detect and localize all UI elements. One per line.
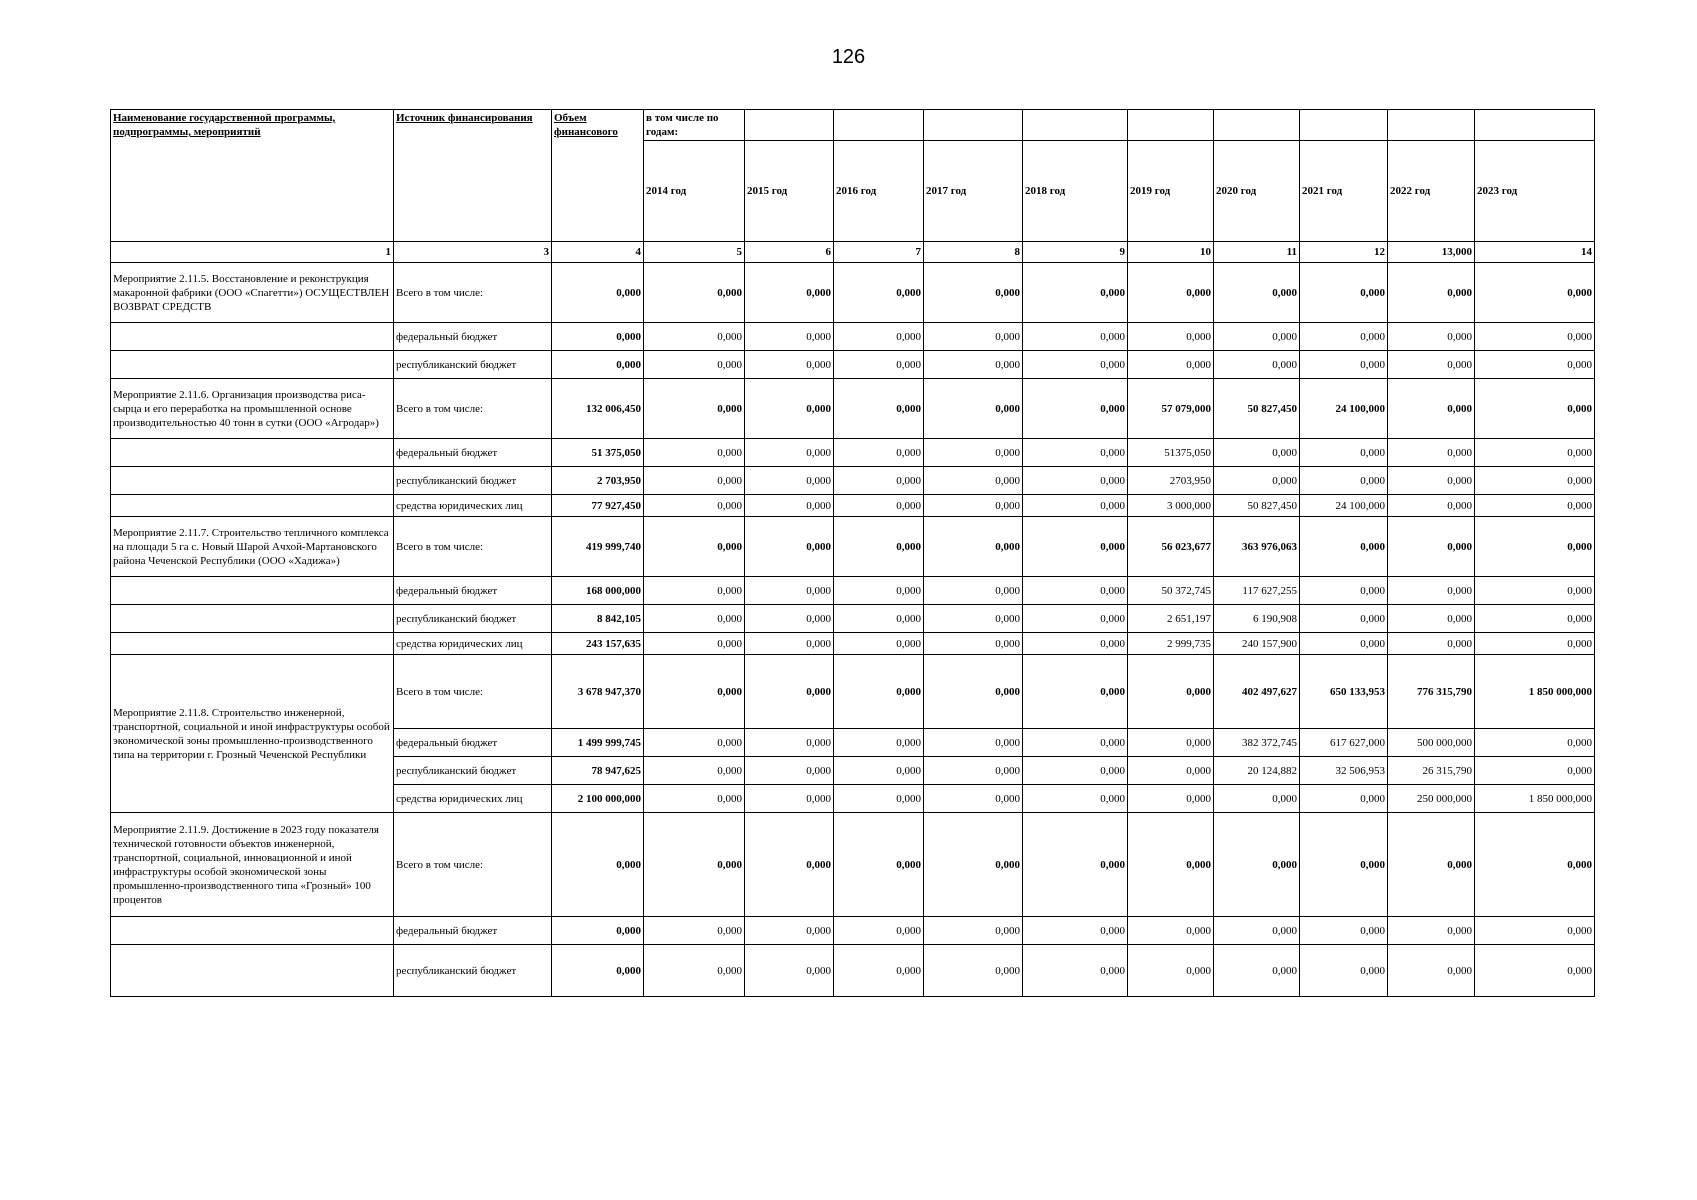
column-number-row [111, 242, 1595, 263]
year-value: 0,000 [745, 917, 834, 945]
column-number: 3 [394, 242, 552, 263]
funding-source: федеральный бюджет [394, 577, 552, 605]
year-value: 0,000 [1300, 517, 1388, 577]
year-value: 0,000 [1388, 917, 1475, 945]
year-value: 0,000 [1300, 917, 1388, 945]
year-header: 2015 год [745, 141, 834, 242]
year-value: 617 627,000 [1300, 729, 1388, 757]
funding-source: федеральный бюджет [394, 917, 552, 945]
year-value: 0,000 [1300, 945, 1388, 997]
funding-source: федеральный бюджет [394, 729, 552, 757]
year-value: 0,000 [834, 323, 924, 351]
year-value: 0,000 [1388, 323, 1475, 351]
total-volume: 0,000 [552, 945, 644, 997]
year-value: 382 372,745 [1214, 729, 1300, 757]
funding-source: Всего в том числе: [394, 517, 552, 577]
header-blank [1388, 110, 1475, 141]
year-value: 0,000 [1388, 633, 1475, 655]
measure-name [111, 633, 394, 655]
year-value: 0,000 [1023, 813, 1128, 917]
year-value: 0,000 [1475, 945, 1595, 997]
year-value: 0,000 [1128, 263, 1214, 323]
table-row [111, 467, 1595, 495]
year-value: 57 079,000 [1128, 379, 1214, 439]
year-value: 0,000 [644, 351, 745, 379]
column-number: 6 [745, 242, 834, 263]
year-value: 0,000 [1388, 379, 1475, 439]
year-header: 2018 год [1023, 141, 1128, 242]
year-value: 0,000 [745, 813, 834, 917]
year-value: 0,000 [834, 517, 924, 577]
table-row [111, 655, 1595, 729]
year-value: 0,000 [745, 467, 834, 495]
total-volume: 3 678 947,370 [552, 655, 644, 729]
total-volume: 51 375,050 [552, 439, 644, 467]
funding-source: Всего в том числе: [394, 813, 552, 917]
year-value: 0,000 [1475, 263, 1595, 323]
year-value: 50 827,450 [1214, 495, 1300, 517]
funding-source: республиканский бюджет [394, 605, 552, 633]
funding-source: федеральный бюджет [394, 439, 552, 467]
year-value: 240 157,900 [1214, 633, 1300, 655]
year-value: 0,000 [924, 917, 1023, 945]
column-number: 4 [552, 242, 644, 263]
table-row [111, 439, 1595, 467]
year-value: 0,000 [1214, 439, 1300, 467]
measure-name [111, 917, 394, 945]
year-value: 0,000 [834, 577, 924, 605]
year-value: 0,000 [1475, 757, 1595, 785]
year-value: 0,000 [745, 517, 834, 577]
year-value: 26 315,790 [1388, 757, 1475, 785]
year-value: 0,000 [1475, 577, 1595, 605]
header-blank [1300, 110, 1388, 141]
year-value: 650 133,953 [1300, 655, 1388, 729]
year-value: 0,000 [745, 577, 834, 605]
year-value: 0,000 [1128, 757, 1214, 785]
year-value: 2703,950 [1128, 467, 1214, 495]
year-value: 0,000 [924, 323, 1023, 351]
year-value: 0,000 [1023, 785, 1128, 813]
total-volume: 419 999,740 [552, 517, 644, 577]
table-row [111, 351, 1595, 379]
year-value: 0,000 [745, 439, 834, 467]
year-value: 0,000 [644, 263, 745, 323]
year-value: 0,000 [644, 729, 745, 757]
year-value: 0,000 [1023, 495, 1128, 517]
year-value: 0,000 [1300, 633, 1388, 655]
measure-name [111, 577, 394, 605]
table-row [111, 379, 1595, 439]
year-value: 0,000 [834, 655, 924, 729]
header-blank [1128, 110, 1214, 141]
year-value: 0,000 [1214, 263, 1300, 323]
year-value: 24 100,000 [1300, 495, 1388, 517]
year-value: 6 190,908 [1214, 605, 1300, 633]
funding-source: Всего в том числе: [394, 655, 552, 729]
total-volume: 243 157,635 [552, 633, 644, 655]
year-value: 0,000 [924, 633, 1023, 655]
year-value: 0,000 [644, 813, 745, 917]
year-value: 3 000,000 [1128, 495, 1214, 517]
year-value: 0,000 [745, 379, 834, 439]
funding-source: республиканский бюджет [394, 945, 552, 997]
year-value: 0,000 [1023, 577, 1128, 605]
year-value: 0,000 [1475, 439, 1595, 467]
year-value: 0,000 [1475, 729, 1595, 757]
measure-name: Мероприятие 2.11.7. Строительство тепличного комплекса на площади 5 га с. Новый Шарой Ачхой-Мартановского района Чеченской Республики (ООО «Хадижа») [111, 517, 394, 577]
header-row [111, 110, 1595, 141]
year-header: 2014 год [644, 141, 745, 242]
year-value: 0,000 [1023, 633, 1128, 655]
year-value: 117 627,255 [1214, 577, 1300, 605]
total-volume: 2 100 000,000 [552, 785, 644, 813]
year-value: 0,000 [745, 633, 834, 655]
measure-name: Мероприятие 2.11.9. Достижение в 2023 году показателя технической готовности объектов инженерной, транспортной, социальной, инновационной и иной инфраструктуры особой экономической зоны промышленно-производственного типа «Грозный» 100 процентов [111, 813, 394, 917]
year-value: 0,000 [1300, 263, 1388, 323]
year-value: 0,000 [1475, 379, 1595, 439]
year-value: 0,000 [1023, 729, 1128, 757]
year-value: 0,000 [1300, 323, 1388, 351]
total-volume: 77 927,450 [552, 495, 644, 517]
page-number: 126 [831, 46, 866, 68]
year-value: 0,000 [1214, 945, 1300, 997]
year-value: 0,000 [1128, 655, 1214, 729]
year-value: 250 000,000 [1388, 785, 1475, 813]
year-value: 0,000 [834, 757, 924, 785]
measure-name [111, 323, 394, 351]
year-value: 0,000 [1388, 439, 1475, 467]
year-header: 2019 год [1128, 141, 1214, 242]
total-volume: 2 703,950 [552, 467, 644, 495]
total-volume: 78 947,625 [552, 757, 644, 785]
year-value: 0,000 [834, 379, 924, 439]
funding-source: республиканский бюджет [394, 351, 552, 379]
year-value: 0,000 [1214, 917, 1300, 945]
year-value: 0,000 [834, 495, 924, 517]
year-value: 0,000 [644, 467, 745, 495]
year-value: 0,000 [1300, 577, 1388, 605]
year-value: 0,000 [1388, 495, 1475, 517]
year-value: 0,000 [1128, 785, 1214, 813]
year-value: 0,000 [644, 605, 745, 633]
year-value: 2 999,735 [1128, 633, 1214, 655]
year-value: 0,000 [924, 605, 1023, 633]
column-number: 1 [111, 242, 394, 263]
column-number: 5 [644, 242, 745, 263]
funding-source: средства юридических лиц [394, 785, 552, 813]
year-header: 2020 год [1214, 141, 1300, 242]
year-value: 0,000 [644, 655, 745, 729]
column-number: 11 [1214, 242, 1300, 263]
year-value: 0,000 [745, 655, 834, 729]
measure-name [111, 467, 394, 495]
year-header: 2017 год [924, 141, 1023, 242]
year-value: 0,000 [924, 655, 1023, 729]
header-blank [745, 110, 834, 141]
year-value: 0,000 [1023, 351, 1128, 379]
funding-source: средства юридических лиц [394, 633, 552, 655]
year-value: 0,000 [1475, 351, 1595, 379]
year-value: 0,000 [1023, 379, 1128, 439]
column-number: 14 [1475, 242, 1595, 263]
year-value: 0,000 [1214, 785, 1300, 813]
column-number: 10 [1128, 242, 1214, 263]
year-value: 0,000 [834, 351, 924, 379]
year-value: 0,000 [834, 633, 924, 655]
column-number: 8 [924, 242, 1023, 263]
year-value: 0,000 [1388, 605, 1475, 633]
year-value: 0,000 [1023, 605, 1128, 633]
year-value: 0,000 [1023, 757, 1128, 785]
total-volume: 1 499 999,745 [552, 729, 644, 757]
header-volume: Объем финансового [552, 110, 644, 242]
year-value: 0,000 [1023, 323, 1128, 351]
year-value: 0,000 [1023, 917, 1128, 945]
year-value: 0,000 [644, 633, 745, 655]
year-value: 0,000 [1388, 351, 1475, 379]
year-value: 0,000 [834, 439, 924, 467]
total-volume: 0,000 [552, 263, 644, 323]
year-value: 0,000 [1214, 813, 1300, 917]
year-value: 0,000 [745, 757, 834, 785]
year-value: 0,000 [644, 785, 745, 813]
measure-name [111, 439, 394, 467]
year-value: 0,000 [924, 785, 1023, 813]
budget-table [110, 109, 1595, 997]
table-row [111, 517, 1595, 577]
year-value: 0,000 [924, 729, 1023, 757]
column-number: 13,000 [1388, 242, 1475, 263]
funding-source: республиканский бюджет [394, 467, 552, 495]
year-value: 0,000 [1128, 351, 1214, 379]
funding-source: средства юридических лиц [394, 495, 552, 517]
year-value: 0,000 [745, 945, 834, 997]
header-blank [1023, 110, 1128, 141]
year-value: 0,000 [1475, 605, 1595, 633]
year-value: 0,000 [1128, 813, 1214, 917]
year-value: 0,000 [924, 439, 1023, 467]
year-value: 0,000 [924, 517, 1023, 577]
year-value: 0,000 [834, 467, 924, 495]
year-value: 0,000 [1023, 467, 1128, 495]
year-value: 0,000 [1388, 813, 1475, 917]
year-value: 0,000 [834, 605, 924, 633]
year-value: 0,000 [1475, 495, 1595, 517]
year-value: 0,000 [1023, 945, 1128, 997]
year-value: 0,000 [1128, 945, 1214, 997]
header-blank [834, 110, 924, 141]
year-value: 0,000 [834, 263, 924, 323]
year-value: 0,000 [924, 467, 1023, 495]
year-value: 1 850 000,000 [1475, 785, 1595, 813]
funding-source: Всего в том числе: [394, 379, 552, 439]
year-value: 0,000 [834, 729, 924, 757]
column-number: 9 [1023, 242, 1128, 263]
year-value: 0,000 [745, 263, 834, 323]
total-volume: 8 842,105 [552, 605, 644, 633]
year-value: 0,000 [834, 945, 924, 997]
year-header: 2022 год [1388, 141, 1475, 242]
measure-name: Мероприятие 2.11.8. Строительство инженерной, транспортной, социальной и иной инфраструктуры особой экономической зоны промышленно-производственного типа на территории г. Грозный Чеченской Республики [111, 655, 394, 813]
year-value: 0,000 [745, 605, 834, 633]
year-value: 0,000 [924, 351, 1023, 379]
header-by-years: в том числе по годам: [644, 110, 745, 141]
year-value: 0,000 [1388, 263, 1475, 323]
year-value: 0,000 [1300, 439, 1388, 467]
year-value: 0,000 [924, 813, 1023, 917]
year-value: 0,000 [745, 495, 834, 517]
table-row [111, 945, 1595, 997]
year-value: 363 976,063 [1214, 517, 1300, 577]
year-value: 0,000 [1475, 633, 1595, 655]
total-volume: 0,000 [552, 917, 644, 945]
year-value: 0,000 [924, 757, 1023, 785]
year-value: 0,000 [1300, 467, 1388, 495]
funding-source: республиканский бюджет [394, 757, 552, 785]
table-row [111, 633, 1595, 655]
year-value: 0,000 [644, 917, 745, 945]
year-value: 0,000 [745, 323, 834, 351]
year-value: 0,000 [644, 577, 745, 605]
funding-source: федеральный бюджет [394, 323, 552, 351]
year-value: 0,000 [924, 495, 1023, 517]
year-value: 0,000 [1023, 263, 1128, 323]
year-value: 0,000 [1475, 517, 1595, 577]
year-value: 500 000,000 [1388, 729, 1475, 757]
year-value: 0,000 [1023, 439, 1128, 467]
year-header: 2016 год [834, 141, 924, 242]
year-value: 0,000 [1214, 323, 1300, 351]
total-volume: 168 000,000 [552, 577, 644, 605]
year-value: 0,000 [644, 495, 745, 517]
year-value: 0,000 [644, 757, 745, 785]
table-row [111, 917, 1595, 945]
table-row [111, 813, 1595, 917]
year-value: 0,000 [1128, 323, 1214, 351]
year-value: 24 100,000 [1300, 379, 1388, 439]
header-blank [1475, 110, 1595, 141]
year-value: 0,000 [1475, 467, 1595, 495]
year-value: 0,000 [644, 945, 745, 997]
year-value: 0,000 [644, 517, 745, 577]
column-number: 7 [834, 242, 924, 263]
table-row [111, 495, 1595, 517]
year-value: 0,000 [745, 785, 834, 813]
year-value: 20 124,882 [1214, 757, 1300, 785]
total-volume: 132 006,450 [552, 379, 644, 439]
year-value: 0,000 [834, 813, 924, 917]
year-value: 0,000 [1300, 351, 1388, 379]
table-row [111, 323, 1595, 351]
year-value: 0,000 [924, 577, 1023, 605]
header-source: Источник финансирования [394, 110, 552, 242]
year-value: 0,000 [924, 379, 1023, 439]
total-volume: 0,000 [552, 351, 644, 379]
year-value: 0,000 [644, 323, 745, 351]
year-value: 0,000 [924, 263, 1023, 323]
year-value: 0,000 [644, 379, 745, 439]
total-volume: 0,000 [552, 323, 644, 351]
year-value: 0,000 [1023, 655, 1128, 729]
year-value: 51375,050 [1128, 439, 1214, 467]
measure-name [111, 495, 394, 517]
year-value: 776 315,790 [1388, 655, 1475, 729]
year-value: 1 850 000,000 [1475, 655, 1595, 729]
year-value: 0,000 [745, 729, 834, 757]
measure-name: Мероприятие 2.11.6. Организация производства риса-сырца и его переработка на промышленной основе производительностью 40 тонн в сутки (ООО «Агродар») [111, 379, 394, 439]
header-name: Наименование государственной программы, подпрограммы, мероприятий [111, 110, 394, 242]
table-row [111, 605, 1595, 633]
year-value: 50 827,450 [1214, 379, 1300, 439]
year-value: 0,000 [1388, 467, 1475, 495]
year-value: 402 497,627 [1214, 655, 1300, 729]
column-number: 12 [1300, 242, 1388, 263]
year-value: 0,000 [1300, 813, 1388, 917]
year-value: 0,000 [1128, 729, 1214, 757]
funding-source: Всего в том числе: [394, 263, 552, 323]
year-value: 32 506,953 [1300, 757, 1388, 785]
year-value: 2 651,197 [1128, 605, 1214, 633]
year-value: 0,000 [644, 439, 745, 467]
year-header: 2021 год [1300, 141, 1388, 242]
table-row [111, 263, 1595, 323]
year-value: 0,000 [1300, 605, 1388, 633]
year-value: 0,000 [1388, 577, 1475, 605]
table-row [111, 577, 1595, 605]
year-value: 0,000 [834, 785, 924, 813]
year-value: 0,000 [834, 917, 924, 945]
measure-name [111, 945, 394, 997]
year-value: 0,000 [1388, 517, 1475, 577]
year-value: 0,000 [1475, 917, 1595, 945]
measure-name [111, 605, 394, 633]
year-value: 0,000 [1300, 785, 1388, 813]
year-value: 0,000 [1388, 945, 1475, 997]
year-value: 56 023,677 [1128, 517, 1214, 577]
year-value: 0,000 [1214, 351, 1300, 379]
year-value: 0,000 [1214, 467, 1300, 495]
year-value: 0,000 [1128, 917, 1214, 945]
year-value: 0,000 [745, 351, 834, 379]
year-value: 0,000 [1475, 813, 1595, 917]
total-volume: 0,000 [552, 813, 644, 917]
year-value: 50 372,745 [1128, 577, 1214, 605]
measure-name: Мероприятие 2.11.5. Восстановление и реконструкция макаронной фабрики (ООО «Спагетти») ОСУЩЕСТВЛЕН ВОЗВРАТ СРЕДСТВ [111, 263, 394, 323]
year-value: 0,000 [1475, 323, 1595, 351]
year-header: 2023 год [1475, 141, 1595, 242]
measure-name [111, 351, 394, 379]
year-value: 0,000 [924, 945, 1023, 997]
year-value: 0,000 [1023, 517, 1128, 577]
header-blank [1214, 110, 1300, 141]
header-blank [924, 110, 1023, 141]
